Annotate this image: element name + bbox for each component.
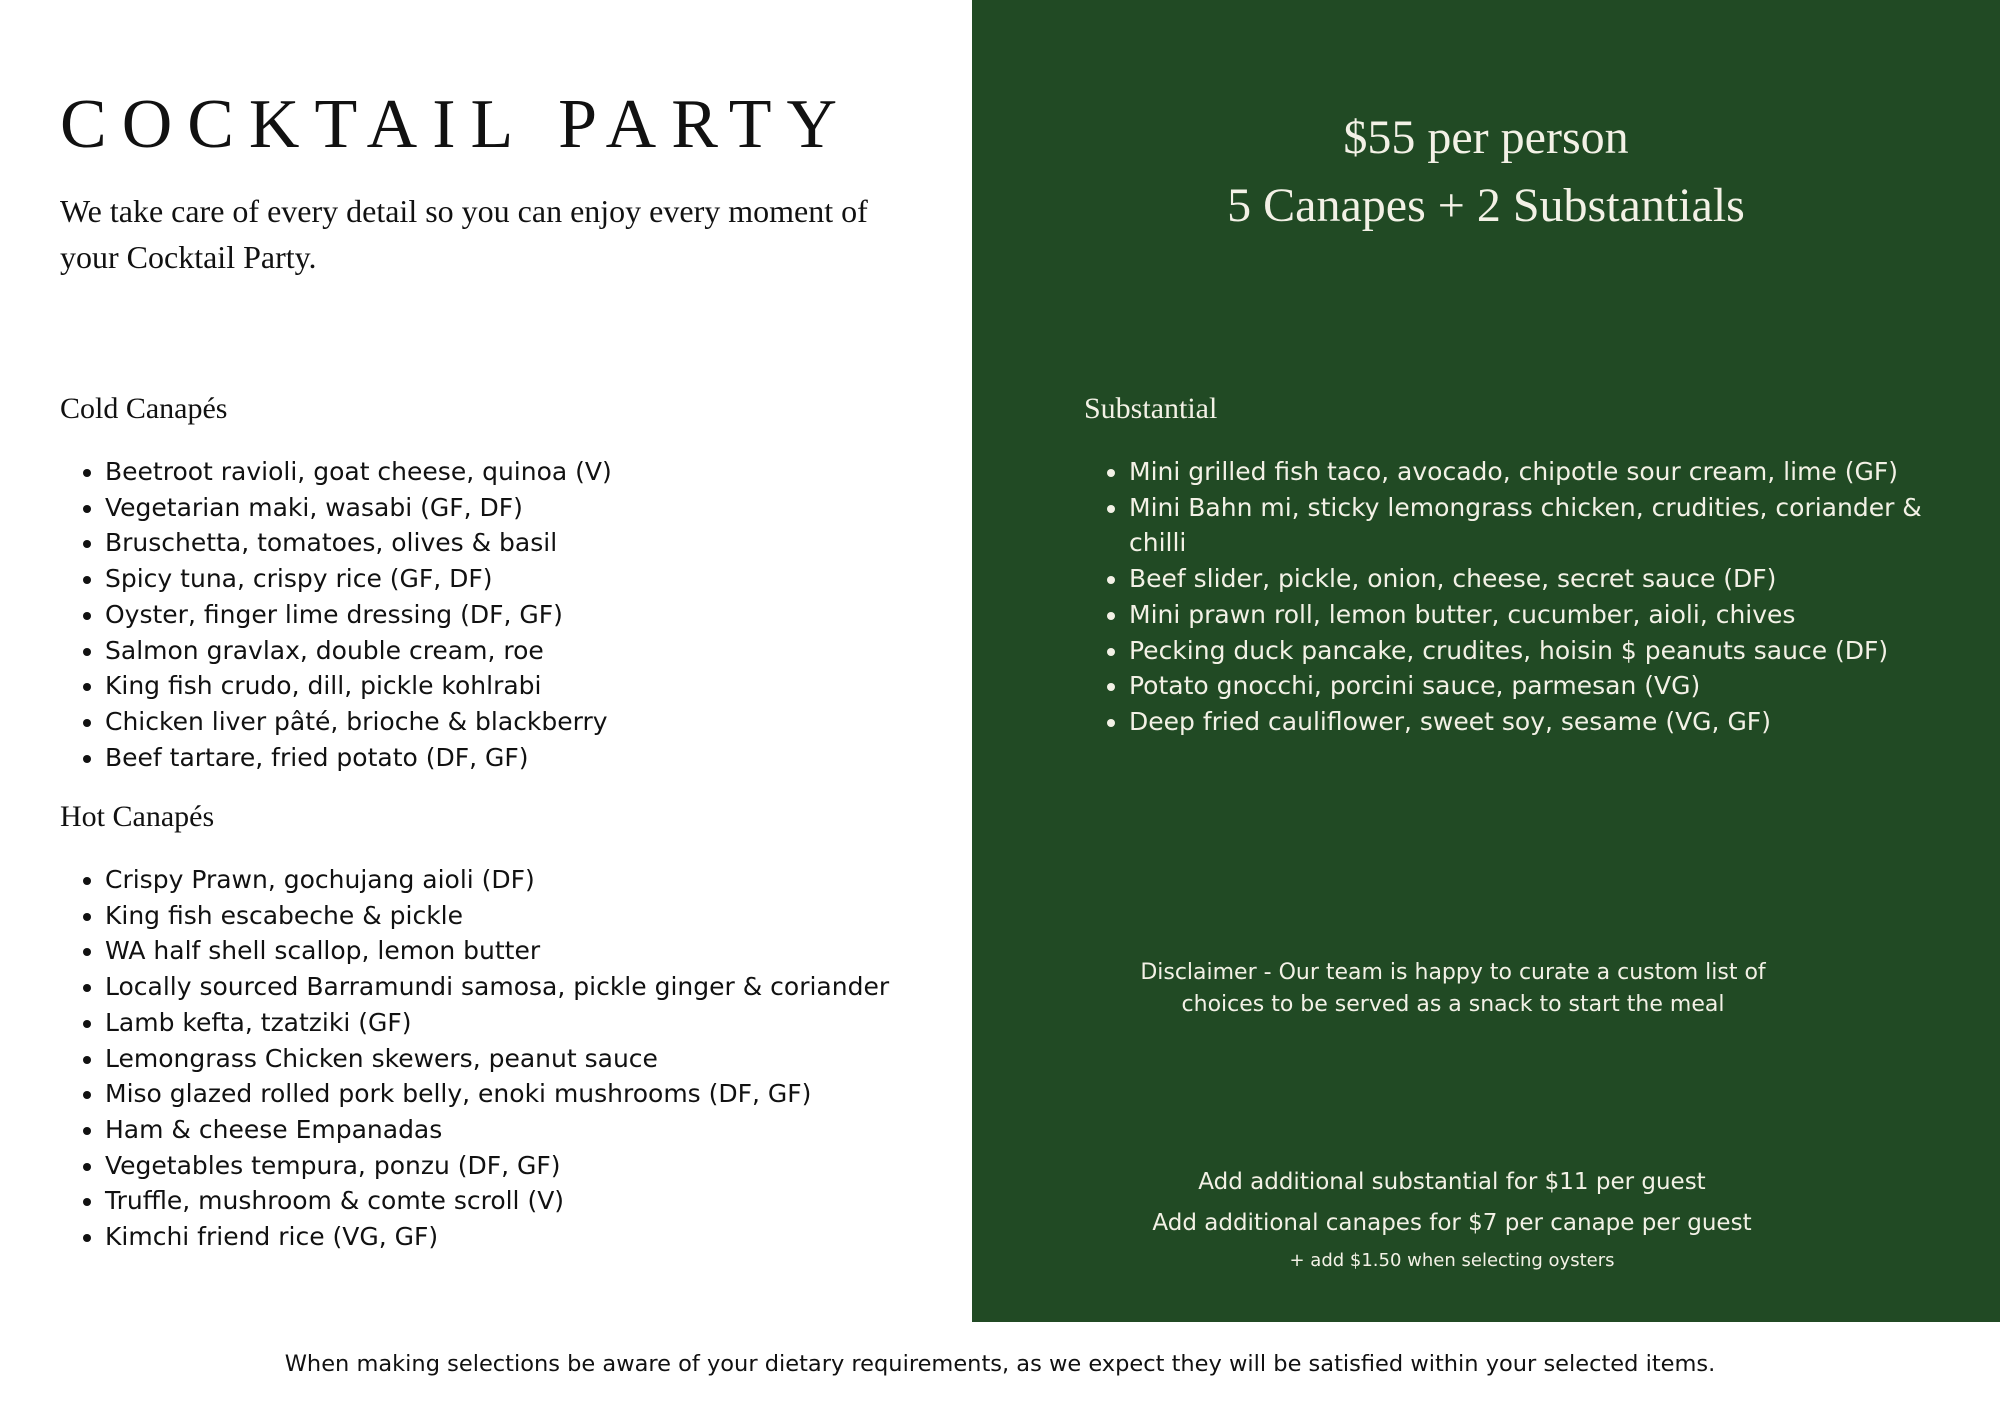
list-item: • Mini Bahn mi, sticky lemongrass chicken, crudities, coriander & chilli — [1129, 490, 1929, 561]
list-item: • Crispy Prawn, gochujang aioli (DF) — [105, 862, 1010, 898]
list-item: • Beetroot ravioli, goat cheese, quinoa (V) — [105, 454, 1005, 490]
list-item: • Lemongrass Chicken skewers, peanut sauce — [105, 1041, 1010, 1077]
list-item: • Bruschetta, tomatoes, olives & basil — [105, 525, 1005, 561]
list-item: • Chicken liver pâté, brioche & blackberry — [105, 704, 1005, 740]
price-block — [972, 104, 2000, 240]
addon-oysters-text: + add $1.50 when selecting oysters — [1289, 1250, 1615, 1271]
price-per-person: $55 per person — [1343, 111, 1629, 164]
list-item: • Spicy tuna, crispy rice (GF, DF) — [105, 561, 1005, 597]
list-item: • Mini prawn roll, lemon butter, cucumber, aioli, chives — [1129, 597, 1929, 633]
list-item: • Pecking duck pancake, crudites, hoisin $ peanuts sauce (DF) — [1129, 633, 1929, 669]
list-item: • Beef tartare, fried potato (DF, GF) — [105, 740, 1005, 776]
list-item: • Locally sourced Barramundi samosa, pickle ginger & coriander — [105, 969, 1010, 1005]
substantial-heading: Substantial — [1084, 392, 1218, 425]
list-item: • Kimchi friend rice (VG, GF) — [105, 1219, 1010, 1255]
list-item: • Ham & cheese Empanadas — [105, 1112, 1010, 1148]
cold-canapes-heading: Cold Canapés — [60, 392, 228, 425]
list-item: • Miso glazed rolled pork belly, enoki mushrooms (DF, GF) — [105, 1076, 1010, 1112]
left-panel — [0, 0, 972, 1322]
disclaimer-text: Disclaimer - Our team is happy to curate a custom list of choices to be served as a snack to start the meal — [1140, 960, 1766, 1017]
cold-canapes-list — [60, 454, 1005, 775]
list-item: • Potato gnocchi, porcini sauce, parmesan (VG) — [1129, 668, 1929, 704]
package-contents: 5 Canapes + 2 Substantials — [1227, 179, 1745, 232]
hot-canapes-list — [60, 862, 1010, 1255]
list-item: • WA half shell scallop, lemon butter — [105, 933, 1010, 969]
footer-note: When making selections be aware of your dietary requirements, as we expect they will be satisfied within your selected items. — [284, 1351, 1716, 1377]
list-item: • Lamb kefta, tzatziki (GF) — [105, 1005, 1010, 1041]
substantial-list — [1084, 454, 1929, 740]
list-item: • Beef slider, pickle, onion, cheese, secret sauce (DF) — [1129, 561, 1929, 597]
list-item: • Salmon gravlax, double cream, roe — [105, 633, 1005, 669]
page-title: COCKTAIL PARTY — [60, 86, 853, 163]
addon-canapes-text: Add additional canapes for $7 per canape per guest — [1152, 1210, 1752, 1236]
list-item: • King fish escabeche & pickle — [105, 898, 1010, 934]
list-item: • Vegetables tempura, ponzu (DF, GF) — [105, 1148, 1010, 1184]
list-item: • Mini grilled fish taco, avocado, chipotle sour cream, lime (GF) — [1129, 454, 1929, 490]
intro-text: We take care of every detail so you can enjoy every moment of your Cocktail Party. — [60, 193, 868, 275]
hot-canapes-heading: Hot Canapés — [60, 800, 215, 833]
list-item: • Oyster, finger lime dressing (DF, GF) — [105, 597, 1005, 633]
list-item: • Deep fried cauliflower, sweet soy, sesame (VG, GF) — [1129, 704, 1929, 740]
list-item: • King fish crudo, dill, pickle kohlrabi — [105, 668, 1005, 704]
addon-substantial-text: Add additional substantial for $11 per guest — [1198, 1169, 1706, 1195]
list-item: • Truffle, mushroom & comte scroll (V) — [105, 1183, 1010, 1219]
list-item: • Vegetarian maki, wasabi (GF, DF) — [105, 490, 1005, 526]
